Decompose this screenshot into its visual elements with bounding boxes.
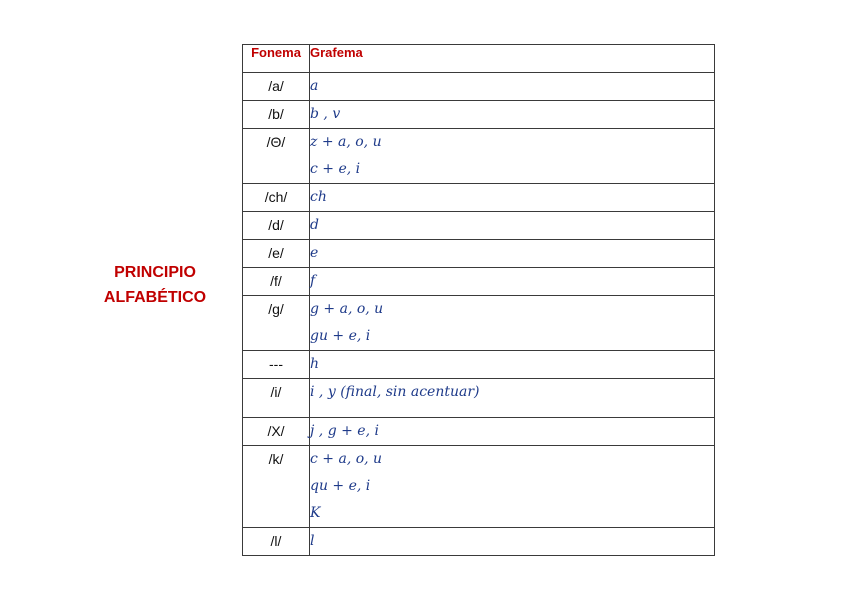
grapheme-text: K [310, 505, 321, 521]
table-row [243, 528, 715, 556]
grapheme-text: b , v [310, 106, 341, 122]
grapheme-text: c + e, i [310, 161, 361, 177]
phoneme-cell: /l/ [243, 528, 310, 556]
table-row [243, 73, 715, 101]
grapheme-cell [310, 73, 715, 101]
grapheme-text: e [310, 245, 319, 261]
grapheme-text: f [310, 273, 316, 289]
grapheme-cell [310, 129, 715, 184]
phoneme-cell: /b/ [243, 101, 310, 129]
grapheme-text: h [310, 356, 320, 372]
grapheme-text: i , y (final, sin acentuar) [310, 384, 480, 400]
table-header-row [243, 45, 715, 73]
grapheme-text: ch [310, 189, 327, 205]
grapheme-text: g + a, o, u [310, 301, 384, 317]
grapheme-cell [310, 212, 715, 240]
section-title [96, 260, 214, 310]
section-title-line-1: PRINCIPIO [114, 264, 196, 281]
phoneme-cell: /X/ [243, 418, 310, 446]
grapheme-cell [310, 240, 715, 268]
table-row [243, 129, 715, 184]
grapheme-text: l [310, 533, 315, 549]
grapheme-cell [310, 446, 715, 528]
phoneme-cell: --- [243, 351, 310, 379]
table-row [243, 268, 715, 296]
grapheme-text: d [310, 217, 319, 233]
grapheme-cell [310, 184, 715, 212]
table-row [243, 418, 715, 446]
table-row [243, 184, 715, 212]
phoneme-cell: /a/ [243, 73, 310, 101]
table-row [243, 212, 715, 240]
table-row [243, 351, 715, 379]
table-row [243, 240, 715, 268]
table-row [243, 101, 715, 129]
table-row [243, 446, 715, 528]
grapheme-text: z + a, o, u [310, 134, 382, 150]
grapheme-cell [310, 418, 715, 446]
grapheme-cell [310, 528, 715, 556]
table-row [243, 379, 715, 418]
grapheme-text: gu + e, i [310, 328, 371, 344]
grapheme-text: j , g + e, i [310, 423, 379, 439]
grapheme-cell [310, 296, 715, 351]
phoneme-cell: /g/ [243, 296, 310, 351]
grapheme-text: qu + e, i [310, 478, 371, 494]
phoneme-cell: /k/ [243, 446, 310, 528]
grapheme-header: Grafema [310, 45, 715, 73]
phoneme-cell: /f/ [243, 268, 310, 296]
grapheme-text: a [310, 78, 319, 94]
grapheme-text: c + a, o, u [310, 451, 383, 467]
phoneme-cell: /ch/ [243, 184, 310, 212]
grapheme-cell [310, 379, 715, 418]
phoneme-header: Fonema [243, 45, 310, 73]
phoneme-cell: /e/ [243, 240, 310, 268]
table-row [243, 296, 715, 351]
phoneme-cell: /i/ [243, 379, 310, 418]
spacer [310, 406, 714, 417]
phoneme-cell: /d/ [243, 212, 310, 240]
grapheme-cell [310, 101, 715, 129]
section-title-line-2: ALFABÉTICO [103, 289, 207, 306]
grapheme-cell [310, 268, 715, 296]
grapheme-cell [310, 351, 715, 379]
phoneme-grapheme-table [242, 44, 715, 556]
phoneme-cell: /Θ/ [243, 129, 310, 184]
